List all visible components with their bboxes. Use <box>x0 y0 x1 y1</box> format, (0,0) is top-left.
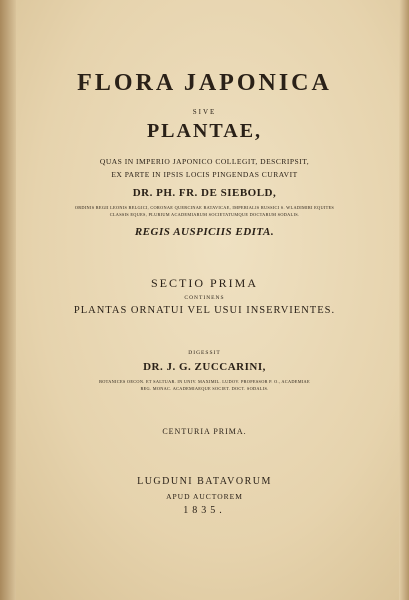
book-title: FLORA JAPONICA <box>77 70 332 96</box>
digessit-label: DIGESSIT <box>188 350 221 356</box>
second-author-titles-line-1: BOTANICES OECON. ET SALTUAR. IN UNIV. MAXIMIL. LUDOV. PROFESSOR P. O., ACADEMIAE <box>99 379 310 384</box>
plantae-heading: PLANTAE, <box>146 120 263 142</box>
second-author-name: DR. J. G. ZUCCARINI, <box>143 361 266 373</box>
section-description: PLANTAS ORNATUI VEL USUI INSERVIENTES. <box>73 305 336 316</box>
sive-connector: SIVE <box>192 108 217 116</box>
author-name: DR. PH. FR. DE SIEBOLD, <box>132 187 277 199</box>
author-titles-line-1: ORDINIS REGII LEONIS BELGICI, CORONAE QUERCINAE BATAVICAE, IMPERIALIS RUSSICI S. WLADIMIRI EQUITES <box>74 205 335 210</box>
imprint-city: LUGDUNI BATAVORUM <box>137 476 272 487</box>
imprint-publisher: APUD AUCTOREM <box>166 492 243 501</box>
imprint-year: 1835. <box>183 505 226 516</box>
continens-label: CONTINENS <box>184 295 225 301</box>
subtitle-line-1: QUAS IN IMPERIO JAPONICO COLLEGIT, DESCRIPSIT, <box>99 157 310 166</box>
section-heading: SECTIO PRIMA <box>150 276 258 290</box>
author-titles-line-2: CLASSIS EQUES, PLURIUM ACADEMIARUM SOCIETATUMQUE DOCTARUM SODALIS. <box>109 212 300 217</box>
second-author-titles-line-2: REG. MONAC. ACADEMIAEQUE SOCIET. DOCT. SODALIS. <box>140 386 269 391</box>
regis-auspiciis: REGIS AUSPICIIS EDITA. <box>134 226 275 238</box>
centuria-label: CENTURIA PRIMA. <box>162 427 247 436</box>
subtitle-line-2: EX PARTE IN IPSIS LOCIS PINGENDAS CURAVIT <box>111 170 298 179</box>
